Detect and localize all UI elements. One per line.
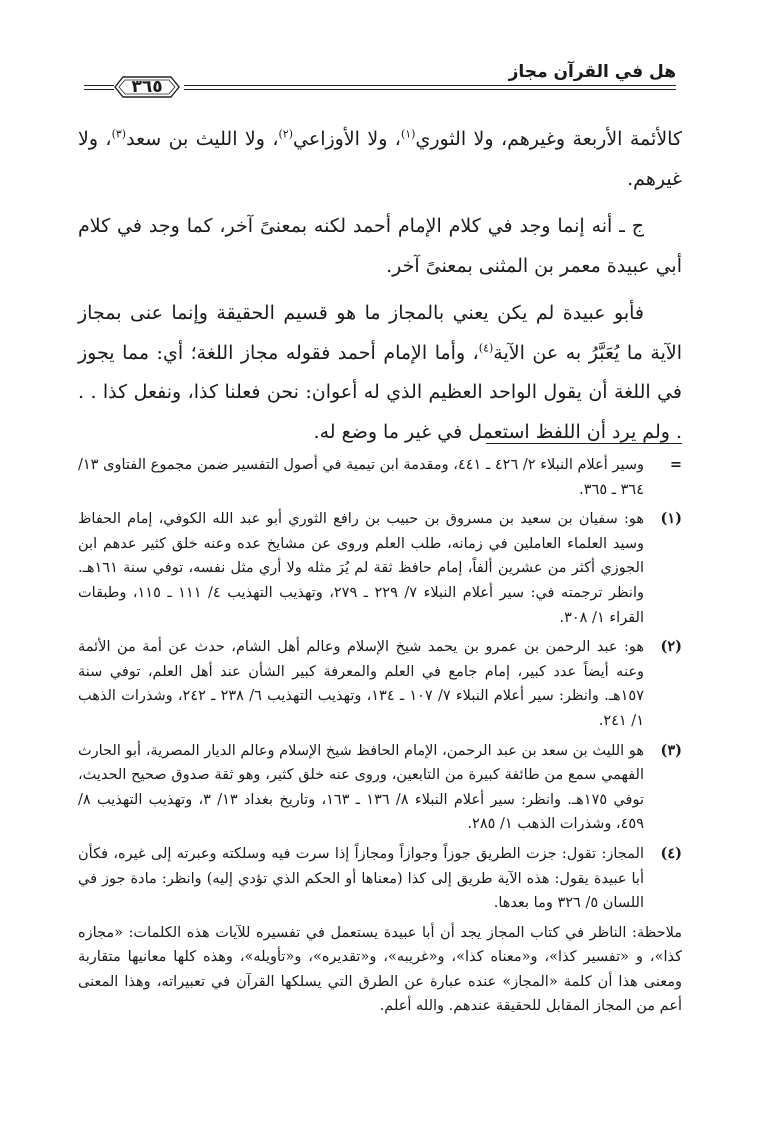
footnote-continuation-mark: =: [669, 456, 682, 473]
page-number: ٣٦٥: [131, 77, 163, 97]
paragraph-1-part-b: ، ولا الأوزاعي: [293, 128, 401, 150]
footnote-ref-3[interactable]: (٣): [111, 127, 127, 141]
footnote-remark: ملاحظة: الناظر في كتاب المجاز يجد أن أبا عبيدة يستعمل في تفسيره للآيات هذه الكلمات: «مجازه كذا»، و «تفسير كذا»، و«معناه كذا»، و«غريبه»، و«تقديره»، و«تأويله»، وهذه كلها معانيها متقاربة ومعنى هذا أن كلمة «المجاز» عنده عبارة عن الطرق التي يسلكها القرآن في تعبيراته، وهذا المعنى أعم من المجاز المقابل للحقيقة عندهم. والله أعلم.: [78, 924, 682, 1015]
footnote-continuation-text: وسير أعلام النبلاء ٢/ ٤٢٦ ـ ٤٤١، ومقدمة ابن تيمية في أصول التفسير ضمن مجموع الفتاوى ١٣/ ٣٦٤ ـ ٣٦٥.: [78, 457, 644, 498]
paragraph-1-part-a: كالأئمة الأربعة وغيرهم، ولا الثوري: [415, 128, 683, 150]
header-rule-right-lower: [184, 89, 676, 90]
footnote-2-text: هو: عبد الرحمن بن عمرو بن يحمد شيخ الإسلام وعالم أهل الشام، حدث عن أمة من الأئمة وعنه أيضاً عدد كبير، إمام جامع في العلم والمعرفة كبير الشأن عند أهل العلم، توفي سنة ١٥٧هـ. وانظر: سير أعلام النبلاء ٧/ ١٠٧ ـ ١٣٤، وتهذيب التهذيب ٦/ ٢٣٨ ـ ٢٤٢، وشذرات الذهب ١/ ٢٤١.: [78, 639, 645, 729]
footnote-1: [78, 507, 682, 630]
paragraph-3: [78, 294, 682, 452]
paragraph-1-part-d: ، ولا غيرهم.: [78, 128, 682, 190]
main-text: [78, 120, 682, 452]
paragraph-2: ج ـ أنه إنما وجد في كلام الإمام أحمد لكنه بمعنىً آخر، كما وجد في كلام أبي عبيدة معمر بن المثنى بمعنىً آخر.: [78, 215, 682, 277]
header-rule-left-lower: [84, 89, 114, 90]
footnote-ref-4[interactable]: (٤): [478, 341, 494, 355]
running-title: هل في القرآن مجاز: [508, 62, 676, 82]
footnote-2: [78, 635, 682, 733]
footnote-ref-2[interactable]: (٢): [278, 127, 294, 141]
footnote-4-mark: (٤): [660, 844, 682, 862]
footnote-3-mark: (٣): [660, 741, 682, 759]
paragraph-1-part-c: ، ولا الليث بن سعد: [126, 128, 279, 150]
footnote-ref-1[interactable]: (١): [400, 127, 416, 141]
paragraph-3-part-a: فأبو عبيدة لم يكن يعني بالمجاز ما هو قسيم الحقيقة وإنما عنى بمجاز الآية ما يُعَبَّرُ به عن الآية: [78, 302, 683, 364]
page-number-ornament: [113, 72, 181, 102]
footnote-1-mark: (١): [660, 510, 682, 528]
footnote-2-mark: (٢): [660, 638, 682, 656]
footnote-separator: [486, 443, 682, 444]
header-rule-right: [184, 85, 676, 86]
footnote-continuation: [78, 453, 682, 502]
footnotes: [78, 453, 682, 1019]
paragraph-1: [78, 120, 682, 199]
footnote-3-text: هو الليث بن سعد بن عبد الرحمن، الإمام الحافظ شيخ الإسلام وعالم الديار المصرية، أبو الحارث الفهمي سمع من طائفة كبيرة من التابعين، وروى عنه خلق كثير، وهو ثقة صدوق صحيح الحديث، توفي ١٧٥هـ. وانظر: سير أعلام النبلاء ٨/ ١٣٦ ـ ١٦٣، وتاريخ بغداد ١٣/ ٣، وتهذيب التهذيب ٨/ ٤٥٩، وشذرات الذهب ١/ ٢٨٥.: [78, 742, 645, 833]
header-rule-left: [84, 85, 114, 86]
footnote-3: [78, 739, 682, 837]
footnote-4-text: المجاز: تقول: جزت الطريق جوزاً وجوازاً ومجازاً إذا سرت فيه وسلكته وعبرته إلى غيره، فكأن أبا عبيدة يقول: هذه الآية طريق إلى كذا (معناها أو الحكم الذي تؤدي إليه) وانظر: مادة جوز في اللسان ٥/ ٣٢٦ وما بعدها.: [78, 845, 644, 912]
footnote-1-text: هو: سفيان بن سعيد بن مسروق بن حبيب بن رافع الثوري أبو عبد الله الكوفي، إمام الحفاظ وسيد العلماء العاملين في زمانه، طلب العلم وروى عن مشايخ عده وعنه خلق كثير عدهم ابن الجوزي أكثر من عشرين ألفاً، إمام حافظ ثقة لم يُرَ مثله ولا أري مثل نفسه، توفي سنة ١٦١هـ. وانظر ترجمته في: سير أعلام النبلاء ٧/ ٢٢٩ ـ ٢٧٩، وتهذيب التهذيب ٤/ ١١١ ـ ١١٥، وطبقات القراء ١/ ٣٠٨.: [78, 511, 644, 626]
paragraph-3-part-b: ، وأما الإمام أحمد فقوله مجاز اللغة؛ أي: مما يجوز في اللغة أن يقول الواحد العظيم الذي له أعوان: نحن فعلنا كذا، ونفعل كذا . . . ولم يرد أن اللفظ استعمل في غير ما وضع له.: [78, 341, 682, 443]
footnote-4: [78, 842, 682, 916]
